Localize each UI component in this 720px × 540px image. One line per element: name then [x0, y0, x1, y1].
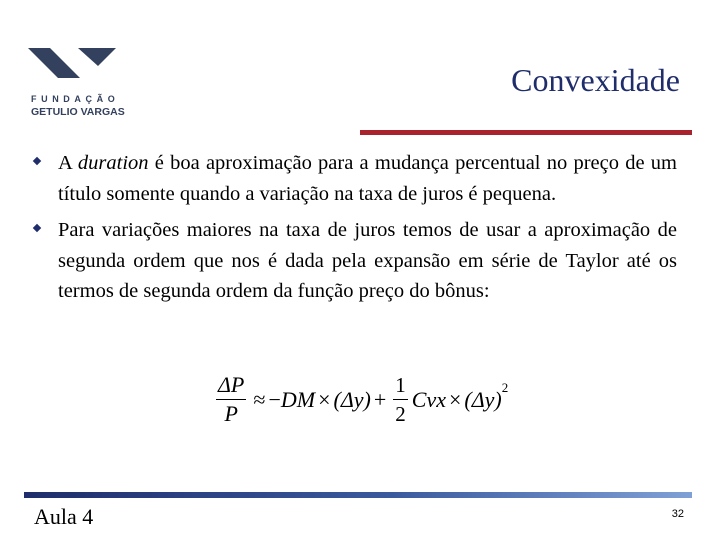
formula-half-fraction	[393, 372, 408, 427]
formula-times-sign: ×	[318, 386, 331, 412]
formula-cvx: Cvx	[411, 386, 446, 412]
slide-title: Convexidade	[511, 62, 680, 98]
bullet-item-duration	[32, 148, 677, 209]
formula-lhs-numerator: ΔP	[216, 372, 246, 400]
bullet-text: é boa aproximação para a mudança percentual no preço de um título somente quando a variação na taxa de juros é pequena.	[58, 152, 677, 205]
formula-lhs-denominator: P	[224, 401, 238, 426]
bullet-item-taylor	[32, 215, 677, 307]
footer-divider	[24, 492, 692, 498]
formula-half-denominator: 2	[395, 402, 406, 426]
logo-text-getulio-vargas: GETULIO VARGAS	[31, 106, 125, 118]
fgv-logo-mark	[28, 44, 118, 80]
convexity-formula	[212, 372, 508, 427]
formula-dm: DM	[280, 386, 316, 412]
bullet-emphasis-duration: duration	[77, 152, 149, 174]
bullet-text: Para variações maiores na taxa de juros temos de usar a aproximação de segunda ordem que nos é dada pela expansão em série de Taylor até os termos de segunda ordem da função preço do bônus:	[58, 219, 677, 302]
logo-text-fundacao: FUNDAÇÃO	[31, 94, 120, 104]
formula-minus-sign: −	[268, 386, 281, 412]
bullet-list	[32, 148, 677, 313]
formula-lhs-fraction	[216, 372, 246, 427]
bullet-prefix: A	[58, 152, 78, 174]
bullet-diamond-icon	[33, 157, 41, 165]
formula-approx-sign: ≈	[253, 386, 266, 412]
formula-plus-sign: +	[373, 386, 387, 412]
fgv-logo	[28, 44, 125, 124]
formula-delta-y-squared: (Δy)	[464, 386, 502, 412]
bullet-diamond-icon	[33, 224, 41, 232]
footer-lesson-label: Aula 4	[34, 504, 94, 529]
formula-times-sign-2: ×	[448, 386, 462, 412]
formula-half-numerator: 1	[393, 372, 408, 400]
page-number: 32	[671, 508, 684, 520]
formula-exponent: 2	[501, 379, 509, 395]
title-divider	[360, 130, 692, 135]
formula-delta-y: (Δy)	[333, 386, 371, 412]
